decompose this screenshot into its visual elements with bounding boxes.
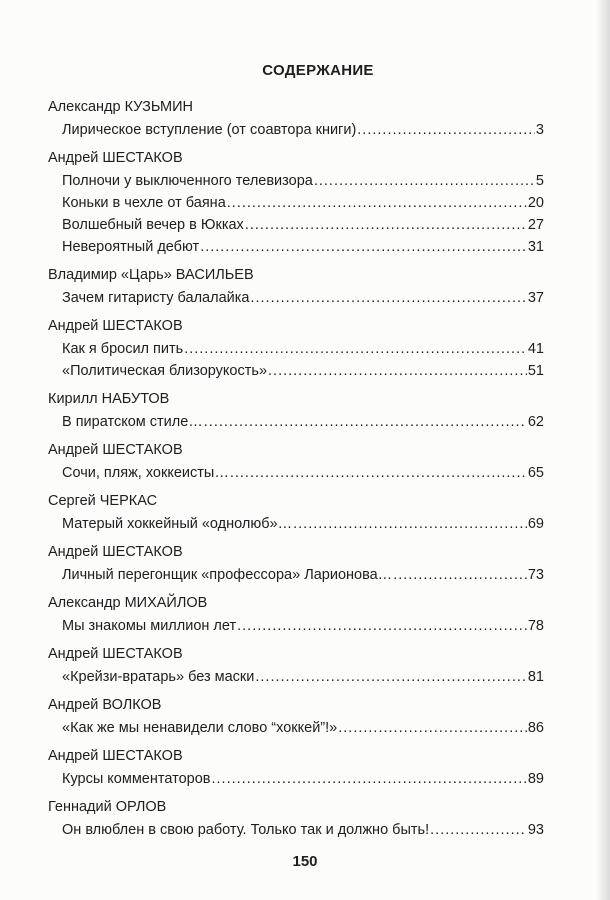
toc-entry-title: «Крейзи-вратарь» без маски <box>62 669 255 685</box>
toc-entry-title: Личный перегонщик «профессора» Ларионова… <box>62 567 393 583</box>
toc-entry-page: 81 <box>527 669 544 685</box>
toc-author: Андрей ШЕСТАКОВ <box>48 646 183 662</box>
toc-section <box>48 744 544 790</box>
dot-leader <box>184 338 527 360</box>
toc-entry-page: 78 <box>527 618 544 634</box>
toc-entry[interactable] <box>62 666 544 688</box>
dot-leader <box>200 236 527 258</box>
toc-entry[interactable] <box>62 819 544 841</box>
toc-section <box>48 438 544 484</box>
toc-entry-title: Невероятный дебют <box>62 239 200 255</box>
toc-entry-title: Полночи у выключенного телевизора <box>62 173 313 189</box>
toc-entry[interactable] <box>62 119 544 141</box>
toc-section <box>48 642 544 688</box>
toc-section <box>48 314 544 382</box>
toc-author: Андрей ВОЛКОВ <box>48 697 162 713</box>
toc-entry[interactable] <box>62 214 544 236</box>
toc-entry-page: 65 <box>527 465 544 481</box>
toc-entry-page: 31 <box>527 239 544 255</box>
toc-entry[interactable] <box>62 768 544 790</box>
dot-leader <box>245 214 527 236</box>
toc-section <box>48 591 544 637</box>
toc-section <box>48 95 544 141</box>
toc-section <box>48 795 544 841</box>
toc-entry-title: Матерый хоккейный «однолюб»… <box>62 516 293 532</box>
dot-leader <box>250 287 526 309</box>
dot-leader <box>237 615 527 637</box>
dot-leader <box>255 666 526 688</box>
toc-entry-title: «Политическая близорукость» <box>62 363 268 379</box>
toc-author: Кирилл НАБУТОВ <box>48 391 170 407</box>
toc-entry-title: Сочи, пляж, хоккеисты… <box>62 465 229 481</box>
dot-leader <box>357 119 535 141</box>
toc-entry-page: 89 <box>527 771 544 787</box>
dot-leader <box>211 768 526 790</box>
toc-author: Андрей ШЕСТАКОВ <box>48 748 183 764</box>
toc-section <box>48 146 544 258</box>
toc-entry[interactable] <box>62 615 544 637</box>
toc-author: Андрей ШЕСТАКОВ <box>48 150 183 166</box>
toc-entry[interactable] <box>62 717 544 739</box>
toc-entry-page: 51 <box>527 363 544 379</box>
table-of-contents <box>48 95 544 846</box>
toc-entry-title: «Как же мы ненавидели слово “хоккей”!» <box>62 720 338 736</box>
dot-leader <box>268 360 527 382</box>
dot-leader <box>430 819 527 841</box>
toc-entry-page: 41 <box>527 341 544 357</box>
toc-entry-title: Мы знакомы миллион лет <box>62 618 237 634</box>
toc-entry-title: Курсы комментаторов <box>62 771 211 787</box>
toc-section <box>48 489 544 535</box>
toc-entry-page: 20 <box>527 195 544 211</box>
toc-author: Андрей ШЕСТАКОВ <box>48 544 183 560</box>
toc-entry-page: 62 <box>527 414 544 430</box>
dot-leader <box>227 192 527 214</box>
page-title: СОДЕРЖАНИЕ <box>262 62 374 79</box>
dot-leader <box>293 513 527 535</box>
toc-author: Александр КУЗЬМИН <box>48 99 194 115</box>
dot-leader <box>314 170 535 192</box>
toc-entry[interactable] <box>62 236 544 258</box>
dot-leader <box>204 411 527 433</box>
toc-entry-title: Как я бросил пить <box>62 341 184 357</box>
toc-entry[interactable] <box>62 360 544 382</box>
toc-entry-page: 3 <box>535 122 544 138</box>
toc-entry[interactable] <box>62 287 544 309</box>
dot-leader <box>230 462 527 484</box>
toc-section <box>48 263 544 309</box>
toc-entry-title: Волшебный вечер в Юкках <box>62 217 244 233</box>
toc-author: Андрей ШЕСТАКОВ <box>48 318 183 334</box>
dot-leader <box>393 564 527 586</box>
page-edge-shadow <box>596 0 610 900</box>
toc-section <box>48 693 544 739</box>
toc-author: Владимир «Царь» ВАСИЛЬЕВ <box>48 267 254 283</box>
toc-entry-page: 69 <box>527 516 544 532</box>
toc-author: Александр МИХАЙЛОВ <box>48 595 208 611</box>
toc-author: Андрей ШЕСТАКОВ <box>48 442 183 458</box>
toc-entry-title: Коньки в чехле от баяна <box>62 195 226 211</box>
toc-entry-page: 93 <box>527 822 544 838</box>
toc-entry[interactable] <box>62 411 544 433</box>
toc-entry-page: 86 <box>527 720 544 736</box>
page-number: 150 <box>292 853 318 870</box>
toc-entry[interactable] <box>62 462 544 484</box>
toc-entry[interactable] <box>62 513 544 535</box>
toc-section <box>48 540 544 586</box>
dot-leader <box>338 717 527 739</box>
toc-entry-page: 5 <box>535 173 544 189</box>
toc-entry-page: 37 <box>527 290 544 306</box>
toc-entry[interactable] <box>62 192 544 214</box>
toc-entry-page: 27 <box>527 217 544 233</box>
toc-entry-title: Он влюблен в свою работу. Только так и должно быть! <box>62 822 430 838</box>
toc-entry[interactable] <box>62 338 544 360</box>
toc-entry-page: 73 <box>527 567 544 583</box>
toc-entry[interactable] <box>62 170 544 192</box>
toc-entry-title: В пиратском стиле… <box>62 414 203 430</box>
toc-section <box>48 387 544 433</box>
toc-author: Сергей ЧЕРКАС <box>48 493 158 509</box>
toc-entry-title: Лирическое вступление (от соавтора книги) <box>62 122 357 138</box>
toc-entry-title: Зачем гитаристу балалайка <box>62 290 250 306</box>
toc-entry[interactable] <box>62 564 544 586</box>
toc-author: Геннадий ОРЛОВ <box>48 799 167 815</box>
